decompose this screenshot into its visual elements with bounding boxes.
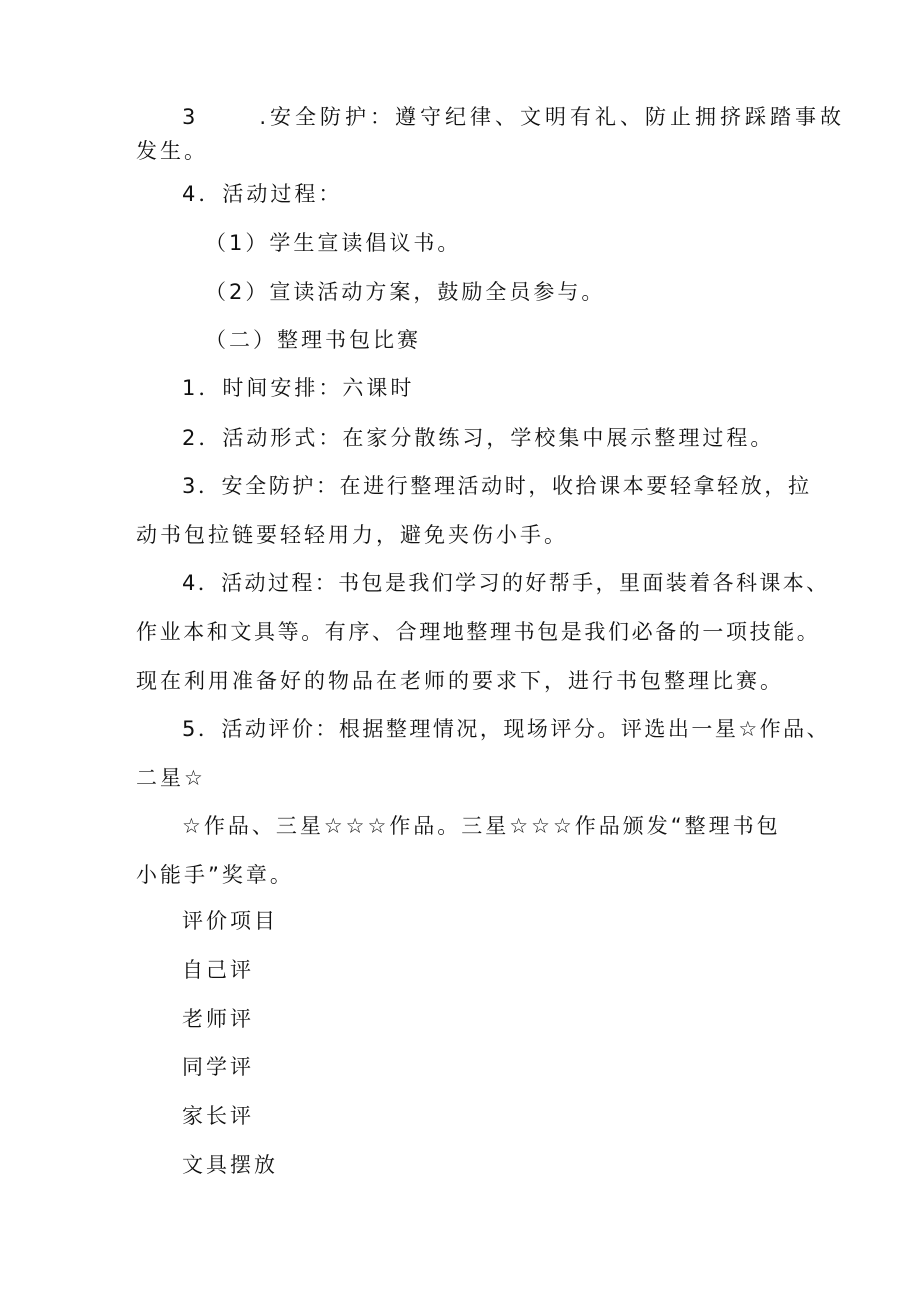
paragraph-line: 3．安全防护：在进行整理活动时，收拾课本要轻拿轻放，拉 <box>182 474 812 498</box>
paragraph-line: 动书包拉链要轻轻用力，避免夹伤小手。 <box>136 523 568 547</box>
safety-item-3-line <box>182 102 845 132</box>
subsection-heading: （二）整理书包比赛 <box>205 328 421 352</box>
list-item: （2）宣读活动方案，鼓励全员参与。 <box>205 280 606 304</box>
table-cell: 自己评 <box>182 958 254 982</box>
paragraph-line: 作业本和文具等。有序、合理地整理书包是我们必备的一项技能。 <box>136 620 821 644</box>
paragraph-line: 2．活动形式：在家分散练习，学校集中展示整理过程。 <box>182 426 775 450</box>
table-cell: 家长评 <box>182 1104 254 1128</box>
list-item: （1）学生宣读倡议书。 <box>205 231 462 255</box>
table-cell: 老师评 <box>182 1007 254 1031</box>
paragraph-line: 小能手”奖章。 <box>136 863 294 887</box>
table-header-cell: 评价项目 <box>182 909 278 933</box>
item-number: 3 <box>182 105 200 129</box>
paragraph-line: 现在利用准备好的物品在老师的要求下，进行书包整理比赛。 <box>136 669 784 693</box>
paragraph-line: 发生。 <box>136 139 208 163</box>
paragraph-line: ☆作品、三星☆☆☆作品。三星☆☆☆作品颁发“整理书包 <box>182 814 781 838</box>
item-text: .安全防护：遵守纪律、文明有礼、防止拥挤踩踏事故 <box>259 105 846 129</box>
section-heading: 4．活动过程： <box>182 182 343 206</box>
table-cell: 同学评 <box>182 1055 254 1079</box>
paragraph-line: 5．活动评价：根据整理情况，现场评分。评选出一星☆作品、 <box>182 717 831 741</box>
paragraph-line: 二星☆ <box>136 766 206 790</box>
table-cell: 文具摆放 <box>182 1153 278 1177</box>
paragraph-line: 4．活动过程：书包是我们学习的好帮手，里面装着各科课本、 <box>182 571 830 595</box>
paragraph-line: 1．时间安排：六课时 <box>182 376 415 400</box>
